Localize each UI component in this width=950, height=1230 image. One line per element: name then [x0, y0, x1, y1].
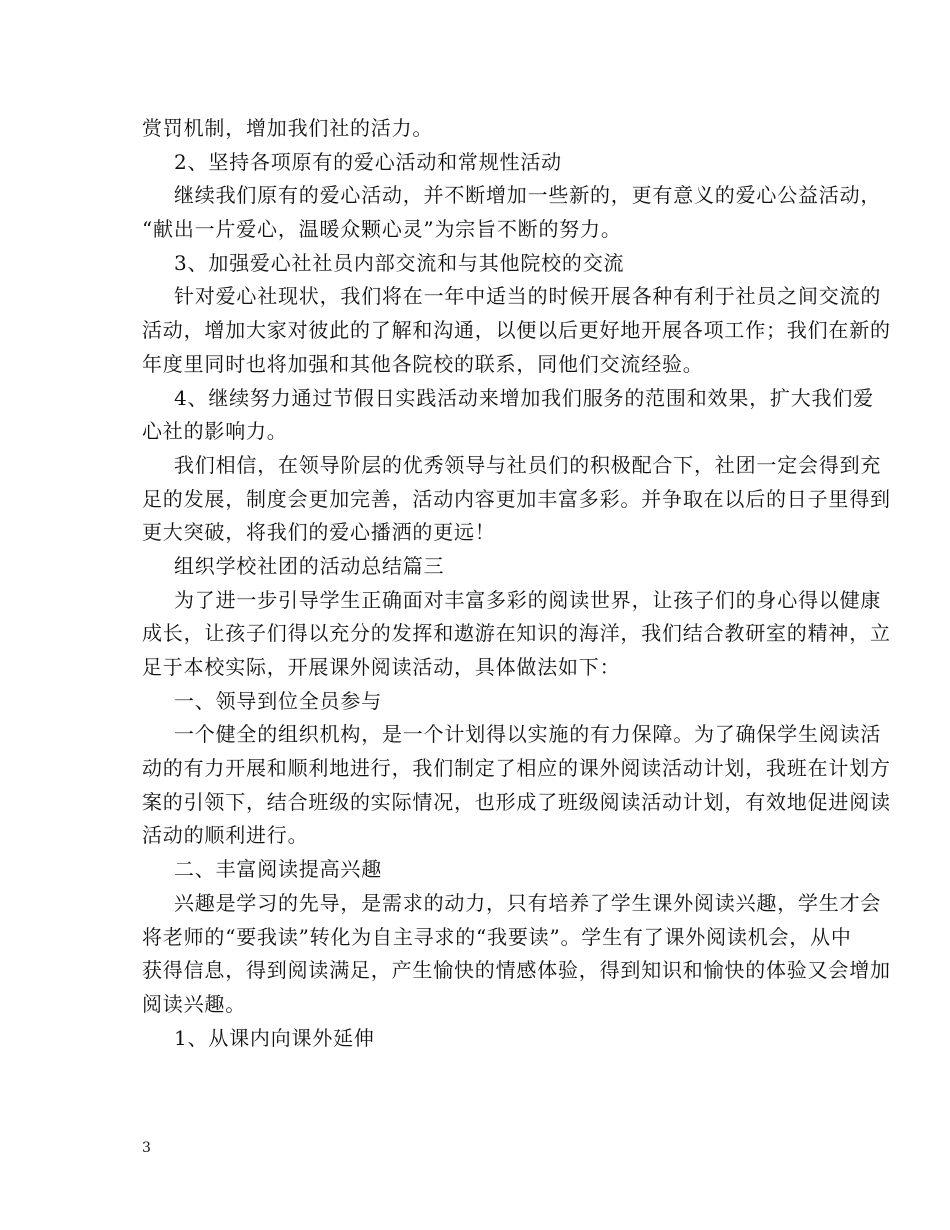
section-heading: 二、丰富阅读提高兴趣	[174, 857, 382, 882]
text-line: 4、继续努力通过节假日实践活动来增加我们服务的范围和效果，扩大我们爱	[174, 385, 874, 410]
text-line: 继续我们原有的爱心活动，并不断增加一些新的，更有意义的爱心公益活动，	[174, 183, 882, 208]
text-line: 更大突破，将我们的爱心播洒的更远！	[142, 520, 496, 545]
text-line: 案的引领下，结合班级的实际情况，也形成了班级阅读活动计划，有效地促进阅读	[142, 789, 891, 814]
text-line: 赏罚机制，增加我们社的活力。	[142, 116, 434, 140]
text-line: 为了进一步引导学生正确面对丰富多彩的阅读世界，让孩子们的身心得以健康	[174, 587, 882, 612]
text-line: 动的有力开展和顺利地进行，我们制定了相应的课外阅读活动计划，我班在计划方	[142, 756, 891, 781]
page-number: 3	[142, 1140, 151, 1156]
text-line: 我们相信，在领导阶层的优秀领导与社员们的积极配合下，社团一定会得到充	[174, 452, 882, 477]
article-title: 组织学校社团的活动总结篇三	[174, 553, 445, 578]
text-line: “献出一片爱心，温暖众颗心灵”为宗旨不断的努力。	[142, 217, 622, 242]
text-line: 兴趣是学习的先导，是需求的动力，只有培养了学生课外阅读兴趣，学生才会	[174, 890, 882, 915]
section-heading: 1、从课内向课外延伸	[174, 1025, 375, 1050]
document-body	[142, 112, 891, 1055]
text-line: 获得信息，得到阅读满足，产生愉快的情感体验，得到知识和愉快的体验又会增加	[142, 958, 891, 983]
section-heading: 3、加强爱心社社员内部交流和与其他院校的交流	[174, 250, 625, 275]
text-line: 年度里同时也将加强和其他各院校的联系，同他们交流经验。	[142, 351, 704, 376]
text-line: 活动，增加大家对彼此的了解和沟通，以便以后更好地开展各项工作；我们在新的	[142, 318, 891, 343]
text-line: 足的发展，制度会更加完善，活动内容更加丰富多彩。并争取在以后的日子里得到	[142, 486, 891, 511]
text-line: 心社的影响力。	[142, 419, 288, 444]
text-line: 将老师的“要我读”转化为自主寻求的“我要读”。学生有了课外阅读机会，从中	[142, 924, 852, 949]
text-line: 一个健全的组织机构，是一个计划得以实施的有力保障。为了确保学生阅读活	[174, 722, 882, 747]
text-line: 活动的顺利进行。	[142, 823, 309, 848]
text-line: 针对爱心社现状，我们将在一年中适当的时候开展各种有利于社员之间交流的	[174, 284, 882, 309]
text-line: 足于本校实际，开展课外阅读活动，具体做法如下：	[142, 655, 621, 679]
text-line: 阅读兴趣。	[142, 991, 246, 1016]
section-heading: 2、坚持各项原有的爱心活动和常规性活动	[174, 149, 562, 174]
section-heading: 一、领导到位全员参与	[174, 688, 382, 713]
text-line: 成长，让孩子们得以充分的发挥和遨游在知识的海洋，我们结合教研室的精神，立	[142, 621, 891, 646]
